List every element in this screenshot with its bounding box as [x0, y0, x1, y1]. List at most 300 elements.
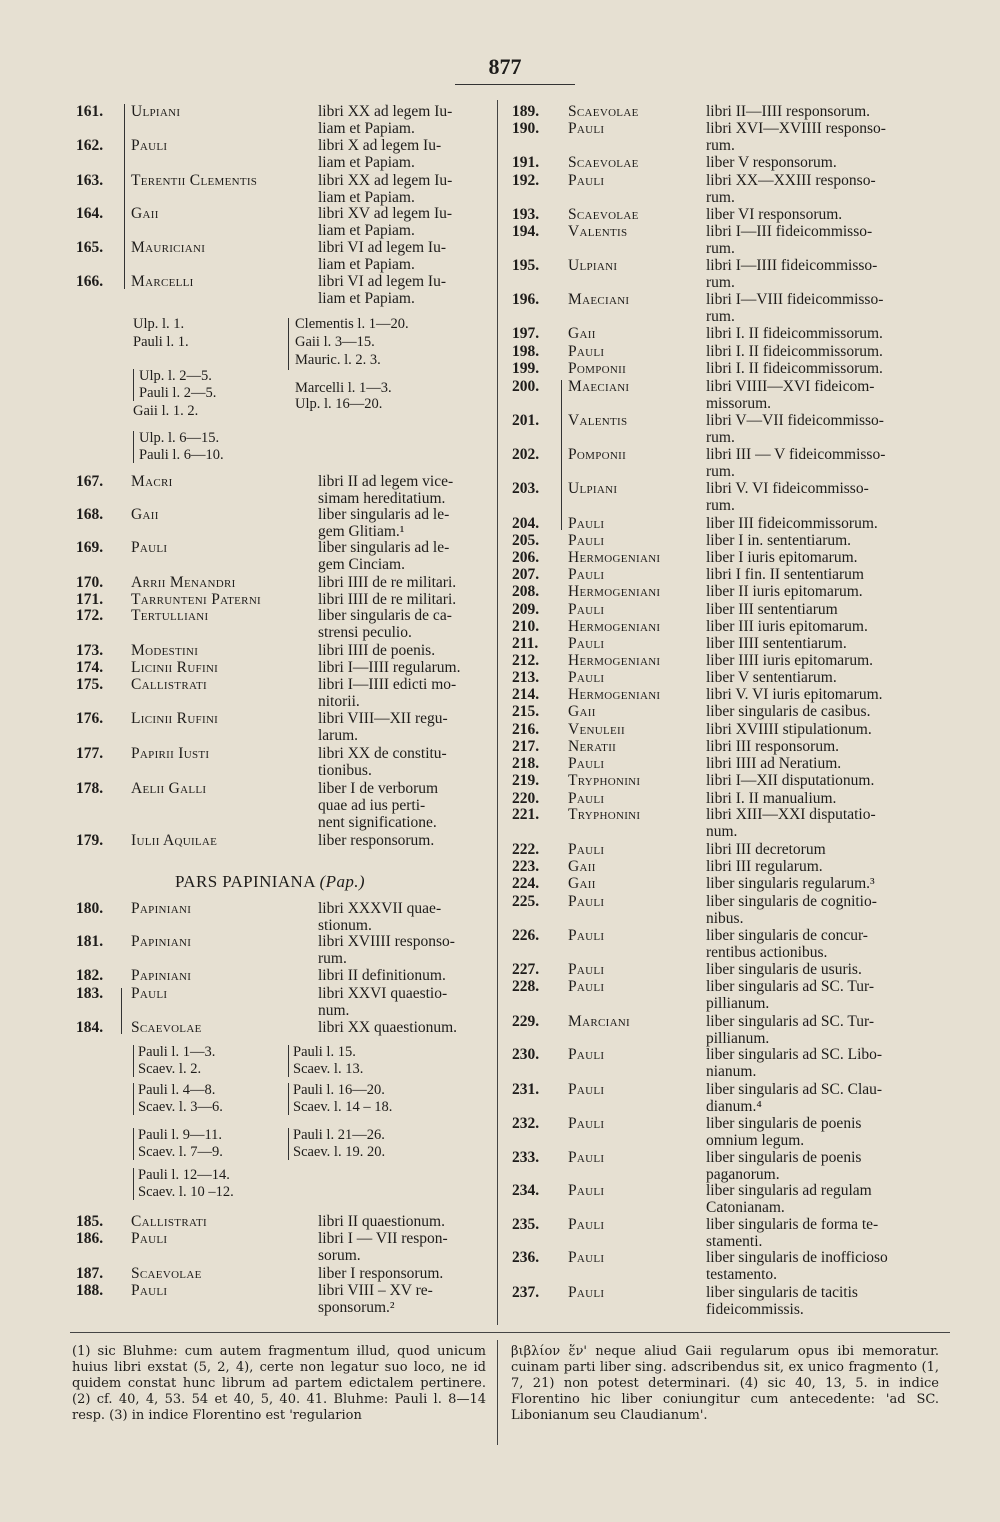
entry-number: 183.	[76, 985, 104, 1002]
title-line: libri I—IIII regularum.	[318, 659, 461, 676]
entry-number: 192.	[512, 172, 540, 189]
brace-line	[133, 431, 134, 463]
entry-number: 173.	[76, 642, 104, 659]
concordance-line: Gaii l. 1. 2.	[133, 403, 199, 419]
author-name: Valentis	[568, 412, 628, 429]
author-name: Pauli	[568, 1182, 605, 1199]
entry-number: 177.	[76, 745, 104, 762]
entry-number: 203.	[512, 480, 540, 497]
concordance-line: Scaev. l. 3—6.	[138, 1099, 223, 1115]
work-title	[706, 378, 940, 412]
title-line: libri IIII de re militari.	[318, 591, 457, 608]
entry-number: 174.	[76, 659, 104, 676]
title-line: libri XVIIII responso-	[318, 933, 455, 950]
brace-line	[133, 1128, 134, 1160]
author-name: Hermogeniani	[568, 549, 661, 566]
entry-number: 187.	[76, 1265, 104, 1282]
title-line: libri VIII—XII regu-	[318, 710, 448, 727]
author-name: Callistrati	[131, 676, 207, 693]
author-name: Pauli	[568, 755, 605, 772]
work-title	[706, 772, 940, 789]
author-name: Pauli	[568, 343, 605, 360]
title-line: libri V—VII fideicommisso-	[706, 412, 884, 429]
author-name: Marcelli	[131, 273, 194, 290]
author-name: Ulpiani	[131, 103, 181, 120]
work-title	[318, 574, 490, 591]
entry-number: 225.	[512, 893, 540, 910]
author-name: Pauli	[568, 532, 605, 549]
work-title	[706, 172, 940, 206]
concordance-line: Marcelli l. 1—3.	[295, 380, 392, 396]
title-line: Catonianam.	[706, 1199, 785, 1216]
title-line: pillianum.	[706, 1030, 770, 1047]
author-name: Pomponii	[568, 446, 627, 463]
title-line: liber singularis regularum.³	[706, 875, 875, 892]
author-name: Pauli	[568, 841, 605, 858]
entry-number: 213.	[512, 669, 540, 686]
brace-line	[288, 1045, 289, 1077]
work-title	[706, 103, 940, 120]
entry-number: 198.	[512, 343, 540, 360]
author-name: Scaevolae	[131, 1265, 202, 1282]
work-title	[318, 172, 490, 206]
work-title	[706, 790, 940, 807]
entry-number: 165.	[76, 239, 104, 256]
entry-number: 224.	[512, 875, 540, 892]
title-line: liam et Papiam.	[318, 120, 415, 137]
title-line: liber singularis de casibus.	[706, 703, 871, 720]
concordance-line: Gaii l. 3—15.	[295, 334, 375, 350]
title-line: num.	[706, 823, 738, 840]
title-line: liber V sententiarum.	[706, 669, 837, 686]
brace-line	[288, 1083, 289, 1115]
title-line: sorum.	[318, 1247, 361, 1264]
entry-number: 215.	[512, 703, 540, 720]
author-name: Tarrunteni Paterni	[131, 591, 262, 608]
title-line: nent significatione.	[318, 814, 437, 831]
title-line: liber III sententiarum	[706, 601, 838, 618]
author-name: Papiniani	[131, 900, 192, 917]
title-line: libri I—III fideicommisso-	[706, 223, 873, 240]
work-title	[318, 103, 490, 137]
entry-number: 208.	[512, 583, 540, 600]
concordance-line: Pauli l. 2—5.	[139, 385, 217, 401]
entry-number: 170.	[76, 574, 104, 591]
work-title	[706, 1115, 940, 1149]
entry-number: 235.	[512, 1216, 540, 1233]
author-name: Modestini	[131, 642, 199, 659]
title-line: strensi peculio.	[318, 624, 412, 641]
footnotes-left: (1) sic Bluhme: cum autem fragmentum illud, quod unicum huius libri exstat (5, 2, 4), certe non legatur suo loco, ne id quidem constat hunc librum ad partem edictalem pertinere. (2) cf. 40, 4, 53. 54 et 40, 5, 40. 41. Bluhme: Pauli l. 8—14 resp. (3) in indice Florentino est 'regularion	[72, 1344, 486, 1423]
work-title	[318, 745, 490, 779]
title-line: rum.	[706, 497, 735, 514]
entry-number: 223.	[512, 858, 540, 875]
title-line: missorum.	[706, 395, 772, 412]
title-line: nibus.	[706, 910, 744, 927]
work-title	[706, 893, 940, 927]
entry-number: 178.	[76, 780, 104, 797]
title-line: libri XXXVII quae-	[318, 900, 442, 917]
work-title	[706, 601, 940, 618]
work-title	[318, 967, 490, 984]
title-line: libri XX quaestionum.	[318, 1019, 458, 1036]
title-line: rum.	[706, 137, 735, 154]
entry-number: 202.	[512, 446, 540, 463]
concordance-line: Clementis l. 1—20.	[295, 316, 409, 332]
entry-number: 232.	[512, 1115, 540, 1132]
title-line: liber singularis de ca-	[318, 607, 452, 624]
work-title	[318, 933, 490, 967]
title-line: rum.	[706, 463, 735, 480]
author-name: Terentii Clementis	[131, 172, 258, 189]
entry-number: 184.	[76, 1019, 104, 1036]
work-title	[706, 652, 940, 669]
author-name: Pauli	[568, 1115, 605, 1132]
title-line: libri VIII – XV re-	[318, 1282, 433, 1299]
title-line: liam et Papiam.	[318, 154, 415, 171]
section-title: PARS PAPINIANA (Pap.)	[175, 872, 365, 891]
author-name: Scaevolae	[568, 206, 639, 223]
work-title	[706, 686, 940, 703]
work-title	[706, 480, 940, 514]
work-title	[706, 223, 940, 257]
author-name: Gaii	[131, 205, 159, 222]
title-line: libri I—VIII fideicommisso-	[706, 291, 884, 308]
title-line: testamento.	[706, 1266, 778, 1283]
title-line: libri IIII de re militari.	[318, 574, 457, 591]
entry-number: 217.	[512, 738, 540, 755]
work-title	[706, 532, 940, 549]
work-title	[318, 1213, 490, 1230]
entry-number: 233.	[512, 1149, 540, 1166]
author-name: Hermogeniani	[568, 652, 661, 669]
title-line: libri I — VII respon-	[318, 1230, 448, 1247]
title-line: libri I. II fideicommissorum.	[706, 360, 883, 377]
author-name: Maeciani	[568, 378, 630, 395]
brace-line	[133, 1045, 134, 1077]
author-name: Scaevolae	[131, 1019, 202, 1036]
work-title	[706, 841, 940, 858]
entry-number: 194.	[512, 223, 540, 240]
author-name: Pauli	[131, 985, 168, 1002]
concordance-line: Ulp. l. 6—15.	[139, 430, 220, 446]
column-separator	[497, 100, 498, 1325]
title-line: libri XX de constitu-	[318, 745, 447, 762]
title-line: omnium legum.	[706, 1132, 805, 1149]
work-title	[318, 473, 490, 507]
entry-number: 191.	[512, 154, 540, 171]
footnote-separator	[497, 1340, 498, 1445]
entry-number: 199.	[512, 360, 540, 377]
entry-number: 186.	[76, 1230, 104, 1247]
title-line: fideicommissis.	[706, 1301, 804, 1318]
footnotes-right: βιβλίον ἕν' neque aliud Gaii regularum opus ibi memoratur. cuinam parti liber sing. adscribendus sit, ex unico fragmento (1, 7, 21) non potest determinari. (4) sic 40, 13, 5. in indice Florentino hic liber coniungitur cum antecedente: 'ad SC. Libonianum seu Claudianum'.	[511, 1344, 939, 1423]
entry-number: 195.	[512, 257, 540, 274]
author-name: Scaevolae	[568, 154, 639, 171]
title-line: libri I. II fideicommissorum.	[706, 325, 883, 342]
title-line: liber responsorum.	[318, 832, 435, 849]
concordance-line: Mauric. l. 2. 3.	[295, 352, 381, 368]
header-rule	[455, 84, 575, 85]
title-line: rum.	[706, 189, 735, 206]
work-title	[318, 710, 490, 744]
work-title	[706, 343, 940, 360]
title-line: liber singularis de concur-	[706, 927, 868, 944]
entry-number: 197.	[512, 325, 540, 342]
author-name: Scaevolae	[568, 103, 639, 120]
author-name: Neratii	[568, 738, 617, 755]
author-name: Pauli	[568, 978, 605, 995]
author-name: Pauli	[568, 1081, 605, 1098]
entry-number: 182.	[76, 967, 104, 984]
title-line: dianum.⁴	[706, 1098, 762, 1115]
work-title	[318, 273, 490, 307]
author-name: Maeciani	[568, 291, 630, 308]
author-name: Pauli	[568, 1249, 605, 1266]
entry-number: 212.	[512, 652, 540, 669]
title-line: liber III iuris epitomarum.	[706, 618, 868, 635]
author-name: Aelii Galli	[131, 780, 207, 797]
work-title	[706, 446, 940, 480]
entry-number: 172.	[76, 607, 104, 624]
entry-number: 222.	[512, 841, 540, 858]
work-title	[706, 515, 940, 532]
entry-number: 230.	[512, 1046, 540, 1063]
title-line: libri XVI—XVIIII responso-	[706, 120, 886, 137]
work-title	[706, 755, 940, 772]
author-name: Tryphonini	[568, 806, 641, 823]
author-name: Pauli	[131, 1230, 168, 1247]
entry-number: 185.	[76, 1213, 104, 1230]
entry-number: 218.	[512, 755, 540, 772]
work-title	[706, 721, 940, 738]
brace-line	[561, 380, 562, 530]
title-line: rentibus actionibus.	[706, 944, 828, 961]
brace-line	[121, 988, 122, 1034]
author-name: Tryphonini	[568, 772, 641, 789]
title-line: liber IIII sententiarum.	[706, 635, 847, 652]
author-name: Pauli	[568, 961, 605, 978]
work-title	[706, 635, 940, 652]
author-name: Ulpiani	[568, 257, 618, 274]
work-title	[706, 566, 940, 583]
work-title	[706, 978, 940, 1012]
title-line: libri I—IIII edicti mo-	[318, 676, 457, 693]
entry-number: 200.	[512, 378, 540, 395]
title-line: num.	[318, 1002, 350, 1019]
concordance-line: Pauli l. 9—11.	[138, 1127, 223, 1143]
work-title	[318, 659, 490, 676]
author-name: Licinii Rufini	[131, 659, 219, 676]
concordance-line: Scaev. l. 7—9.	[138, 1144, 223, 1160]
author-name: Licinii Rufini	[131, 710, 219, 727]
title-line: liam et Papiam.	[318, 189, 415, 206]
entry-number: 220.	[512, 790, 540, 807]
title-line: libri II—IIII responsorum.	[706, 103, 870, 120]
author-name: Papiniani	[131, 967, 192, 984]
entry-number: 216.	[512, 721, 540, 738]
entry-number: 234.	[512, 1182, 540, 1199]
author-name: Arrii Menandri	[131, 574, 236, 591]
entry-number: 188.	[76, 1282, 104, 1299]
entry-number: 196.	[512, 291, 540, 308]
author-name: Pauli	[568, 172, 605, 189]
title-line: libri I—IIII fideicommisso-	[706, 257, 878, 274]
concordance-line: Pauli l. 15.	[293, 1044, 356, 1060]
work-title	[706, 875, 940, 892]
entry-number: 227.	[512, 961, 540, 978]
title-line: paganorum.	[706, 1166, 780, 1183]
title-line: liber VI responsorum.	[706, 206, 843, 223]
author-name: Pauli	[568, 601, 605, 618]
entry-number: 207.	[512, 566, 540, 583]
title-line: liber IIII iuris epitomarum.	[706, 652, 874, 669]
title-line: libri XXVI quaestio-	[318, 985, 448, 1002]
work-title	[318, 1282, 490, 1316]
title-line: liber singularis de cognitio-	[706, 893, 877, 910]
concordance-line: Ulp. l. 16—20.	[295, 396, 383, 412]
author-name: Pauli	[131, 1282, 168, 1299]
title-line: libri V. VI fideicommisso-	[706, 480, 869, 497]
work-title	[706, 1284, 940, 1318]
author-name: Pauli	[131, 539, 168, 556]
work-title	[318, 539, 490, 573]
author-name: Ulpiani	[568, 480, 618, 497]
work-title	[318, 1265, 490, 1282]
work-title	[706, 1182, 940, 1216]
title-line: rum.	[706, 308, 735, 325]
title-line: stamenti.	[706, 1233, 763, 1250]
work-title	[318, 1230, 490, 1264]
title-line: liber III fideicommissorum.	[706, 515, 878, 532]
entry-number: 168.	[76, 506, 104, 523]
entry-number: 190.	[512, 120, 540, 137]
brace-line	[133, 369, 134, 401]
title-line: nianum.	[706, 1063, 757, 1080]
concordance-line: Scaev. l. 2.	[138, 1061, 202, 1077]
entry-number: 221.	[512, 806, 540, 823]
title-line: libri VI ad legem Iu-	[318, 239, 446, 256]
title-line: larum.	[318, 727, 359, 744]
title-line: quae ad ius perti-	[318, 797, 426, 814]
title-line: liam et Papiam.	[318, 222, 415, 239]
work-title	[706, 412, 940, 446]
title-line: libri II ad legem vice-	[318, 473, 454, 490]
work-title	[706, 961, 940, 978]
work-title	[706, 669, 940, 686]
title-line: libri V. VI iuris epitomarum.	[706, 686, 883, 703]
title-line: tionibus.	[318, 762, 372, 779]
work-title	[706, 360, 940, 377]
title-line: liber V responsorum.	[706, 154, 837, 171]
title-line: liber singularis de tacitis	[706, 1284, 858, 1301]
author-name: Macri	[131, 473, 173, 490]
entry-number: 206.	[512, 549, 540, 566]
title-line: libri XX ad legem Iu-	[318, 103, 453, 120]
work-title	[706, 583, 940, 600]
title-line: liber singularis ad regulam	[706, 1182, 872, 1199]
work-title	[318, 506, 490, 540]
entry-number: 229.	[512, 1013, 540, 1030]
entry-number: 180.	[76, 900, 104, 917]
work-title	[318, 591, 490, 608]
work-title	[706, 927, 940, 961]
brace-line	[133, 1083, 134, 1115]
author-name: Pauli	[568, 927, 605, 944]
author-name: Papirii Iusti	[131, 745, 210, 762]
work-title	[318, 985, 490, 1019]
brace-line	[124, 104, 125, 289]
title-line: liber singularis de usuris.	[706, 961, 862, 978]
title-line: libri I fin. II sententiarum	[706, 566, 864, 583]
work-title	[318, 205, 490, 239]
entry-number: 193.	[512, 206, 540, 223]
work-title	[318, 1019, 490, 1036]
concordance-line: Pauli l. 16—20.	[293, 1082, 385, 1098]
title-line: libri I—XII disputationum.	[706, 772, 875, 789]
work-title	[318, 642, 490, 659]
work-title	[318, 137, 490, 171]
title-line: libri XVIIII stipulationum.	[706, 721, 872, 738]
entry-number: 228.	[512, 978, 540, 995]
title-line: libri VI ad legem Iu-	[318, 273, 446, 290]
title-line: liber singularis de inofficioso	[706, 1249, 888, 1266]
title-line: libri XX ad legem Iu-	[318, 172, 453, 189]
author-name: Gaii	[568, 875, 596, 892]
concordance-line: Scaev. l. 19. 20.	[293, 1144, 386, 1160]
concordance-line: Pauli l. 12—14.	[138, 1167, 230, 1183]
concordance-line: Pauli l. 21—26.	[293, 1127, 385, 1143]
work-title	[706, 291, 940, 325]
title-line: libri I. II manualium.	[706, 790, 837, 807]
work-title	[706, 206, 940, 223]
work-title	[706, 858, 940, 875]
author-name: Pauli	[568, 1284, 605, 1301]
title-line: liber I responsorum.	[318, 1265, 444, 1282]
entry-number: 176.	[76, 710, 104, 727]
work-title	[706, 1081, 940, 1115]
title-line: rum.	[706, 429, 735, 446]
entry-number: 167.	[76, 473, 104, 490]
work-title	[318, 676, 490, 710]
entry-number: 214.	[512, 686, 540, 703]
entry-number: 175.	[76, 676, 104, 693]
title-line: liber II iuris epitomarum.	[706, 583, 863, 600]
work-title	[706, 703, 940, 720]
title-line: nitorii.	[318, 693, 360, 710]
work-title	[706, 257, 940, 291]
entry-number: 163.	[76, 172, 104, 189]
work-title	[706, 549, 940, 566]
title-line: liber singularis ad SC. Clau-	[706, 1081, 883, 1098]
concordance-line: Ulp. l. 1.	[133, 316, 185, 332]
work-title	[706, 806, 940, 840]
author-name: Papiniani	[131, 933, 192, 950]
work-title	[318, 239, 490, 273]
concordance-line: Pauli l. 4—8.	[138, 1082, 216, 1098]
entry-number: 161.	[76, 103, 104, 120]
author-name: Pauli	[568, 669, 605, 686]
title-line: pillianum.	[706, 995, 770, 1012]
title-line: liam et Papiam.	[318, 290, 415, 307]
entry-number: 211.	[512, 635, 539, 652]
entry-number: 166.	[76, 273, 104, 290]
work-title	[706, 1249, 940, 1283]
page-number: 877	[488, 54, 522, 79]
title-line: stionum.	[318, 917, 372, 934]
author-name: Hermogeniani	[568, 686, 661, 703]
title-line: libri III responsorum.	[706, 738, 840, 755]
